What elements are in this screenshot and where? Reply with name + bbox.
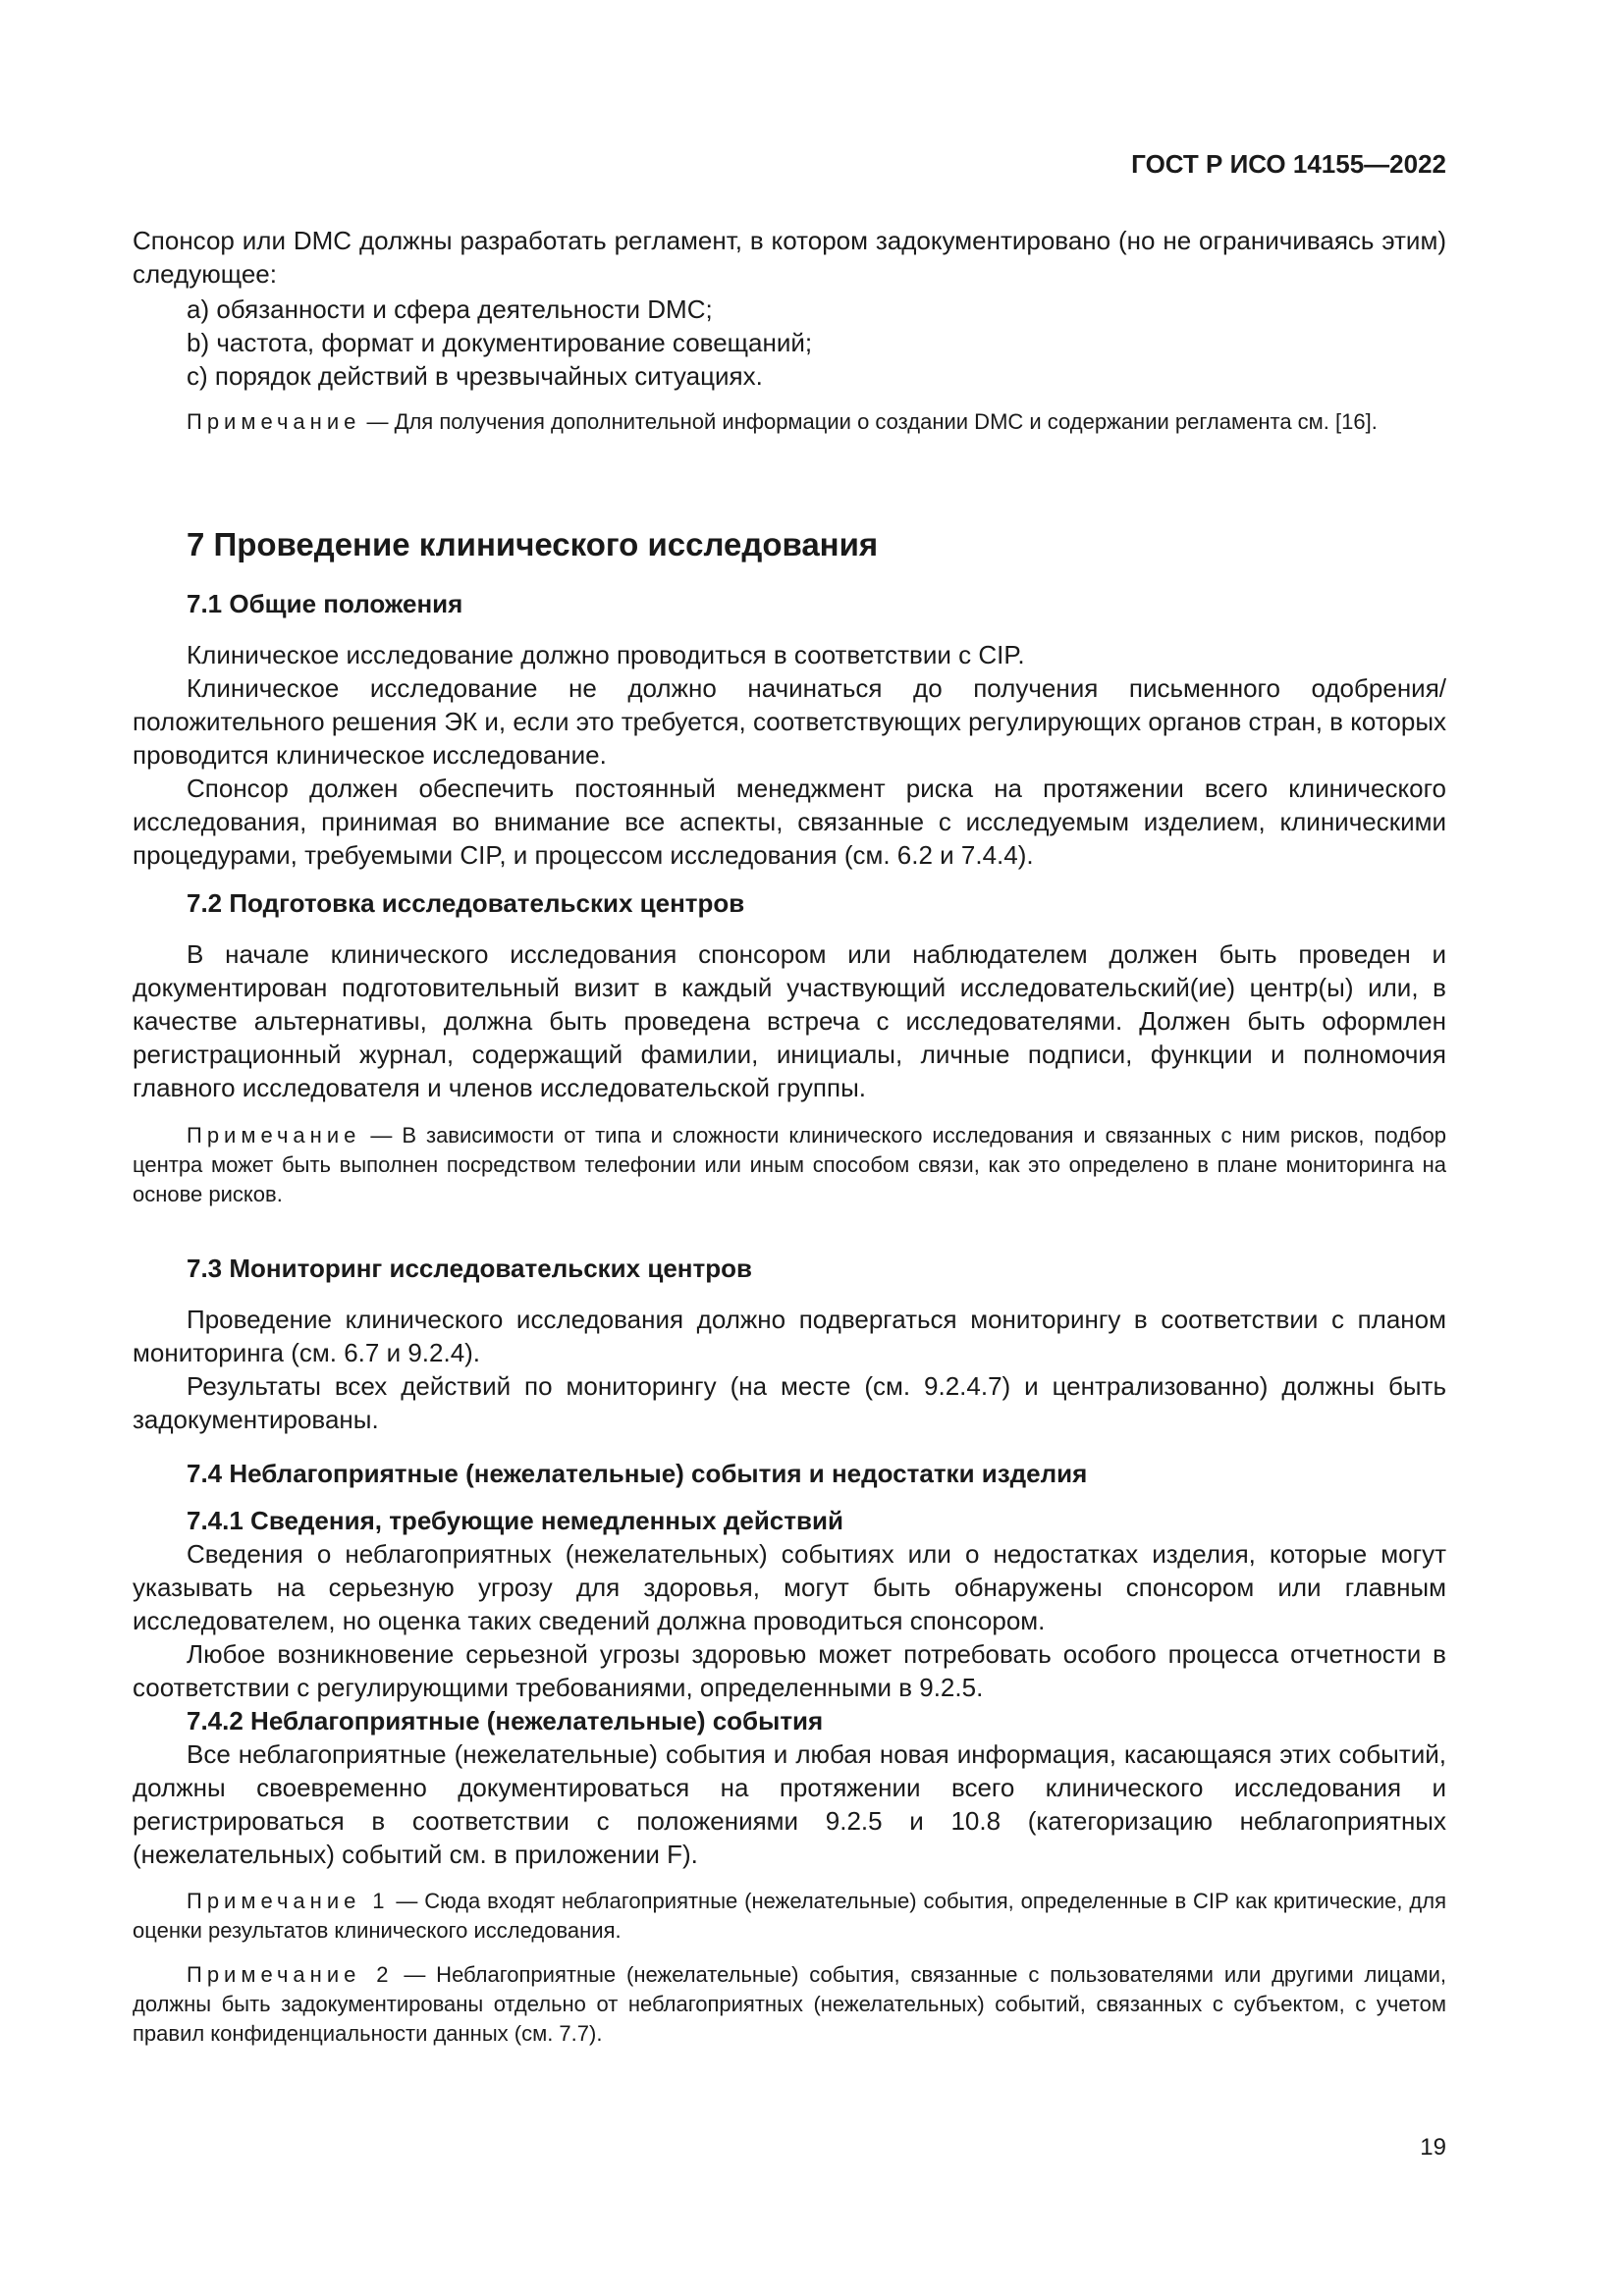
subsection-title: 7.1 Общие положения xyxy=(187,589,463,618)
subsection-7-4 xyxy=(133,1457,1446,1490)
list-item: a) обязанности и сфера деятельности DMC; xyxy=(187,294,713,324)
subsection-7-2-body xyxy=(133,937,1446,1104)
note-label: Примечание xyxy=(187,409,361,434)
intro-list xyxy=(133,293,1446,393)
paragraph: Сведения о неблагоприятных (нежелательных) событиях или о недостатках изделия, которые могут указывать на серьезную угрозу для здоровья, могут быть обнаружены спонсором или главным исследователем, но оценка таких сведений должна проводиться спонсором. xyxy=(133,1539,1446,1635)
paragraph: В начале клинического исследования спонсором или наблюдателем должен быть проведен и документирован подготовительный визит в каждый участвующий исследовательский(ие) центр(ы) или, в качестве альтернативы, должна быть проведена встреча с исследователями. Должен быть оформлен регистрационный журнал, содержащий фамилии, инициалы, личные подписи, функции и полномочия главного исследователя и членов исследовательской группы. xyxy=(133,939,1446,1102)
subsection-title: 7.2 Подготовка исследовательских центров xyxy=(187,888,745,918)
subsection-title: 7.4 Неблагоприятные (нежелательные) события и недостатки изделия xyxy=(187,1459,1088,1488)
note-paragraph: Примечание 2 — Неблагоприятные (нежелательные) события, связанные с пользователями или другими лицами, должны быть задокументированы отдельно от неблагоприятных (нежелательных) событий, связанных с субъектом, с учетом правил конфиденциальности данных (см. 7.7). xyxy=(133,1962,1447,2046)
subsection-7-4-2-note-2 xyxy=(133,1960,1446,2049)
paragraph: Все неблагоприятные (нежелательные) события и любая новая информация, касающаяся этих событий, должны своевременно документироваться на протяжении всего клинического исследования и регистрироваться в соответствии с положениями 9.2.5 и 10.8 (категоризацию неблагоприятных (нежелательных) событий см. в приложении F). xyxy=(133,1739,1446,1869)
subsection-7-1 xyxy=(133,587,1446,620)
subsection-title: 7.3 Мониторинг исследовательских центров xyxy=(187,1254,752,1283)
intro-block xyxy=(133,224,1446,291)
note-paragraph: Примечание — Для получения дополнительной информации о создании DMC и содержании регламента см. [16]. xyxy=(187,409,1378,434)
section-7 xyxy=(133,525,1446,564)
subsection-7-2-note xyxy=(133,1121,1446,1209)
note-label: Примечание 2 xyxy=(187,1962,394,1987)
note-paragraph: Примечание 1 — Сюда входят неблагоприятные (нежелательные) события, определенные в CIP как критические, для оценки результатов клинического исследования. xyxy=(133,1889,1447,1943)
subsection-7-3-body xyxy=(133,1303,1446,1436)
page-number: 19 xyxy=(1420,2134,1446,2161)
paragraph: Спонсор должен обеспечить постоянный менеджмент риска на протяжении всего клинического исследования, принимая во внимание все аспекты, связанные с исследуемым изделием, клиническими процедурами, требуемыми CIP, и процессом исследования (см. 6.2 и 7.4.4). xyxy=(133,774,1446,870)
subsection-7-4-1 xyxy=(133,1504,1446,1704)
subsection-7-4-2-note-1 xyxy=(133,1887,1446,1946)
subsection-7-1-body xyxy=(133,638,1446,872)
intro-paragraph: Спонсор или DMC должны разработать регламент, в котором задокументировано (но не ограничиваясь этим) следующее: xyxy=(133,226,1446,289)
paragraph: Любое возникновение серьезной угрозы здоровью может потребовать особого процесса отчетности в соответствии с регулирующими требованиями, определенными в 9.2.5. xyxy=(133,1639,1446,1702)
note-label: Примечание 1 xyxy=(187,1889,390,1913)
subsection-7-3 xyxy=(133,1252,1446,1285)
paragraph: Клиническое исследование должно проводиться в соответствии с CIP. xyxy=(187,640,1025,669)
section-title: 7 Проведение клинического исследования xyxy=(187,526,879,562)
paragraph: Клиническое исследование не должно начинаться до получения письменного одобрения/положительного решения ЭК и, если это требуется, соответствующих регулирующих органов стран, в которых проводится клиническое исследование. xyxy=(133,673,1446,770)
subsubsection-title: 7.4.2 Неблагоприятные (нежелательные) события xyxy=(187,1706,824,1735)
list-item: c) порядок действий в чрезвычайных ситуациях. xyxy=(187,361,763,391)
paragraph: Результаты всех действий по мониторингу (на месте (см. 9.2.4.7) и централизованно) должны быть задокументированы. xyxy=(133,1371,1446,1434)
note-label: Примечание xyxy=(187,1123,361,1148)
subsection-7-2 xyxy=(133,886,1446,920)
list-item: b) частота, формат и документирование совещаний; xyxy=(187,328,813,357)
document-header: ГОСТ Р ИСО 14155—2022 xyxy=(1131,149,1446,179)
intro-note xyxy=(133,407,1446,437)
paragraph: Проведение клинического исследования должно подвергаться мониторингу в соответствии с планом мониторинга (см. 6.7 и 9.2.4). xyxy=(133,1305,1446,1367)
subsubsection-title: 7.4.1 Сведения, требующие немедленных действий xyxy=(187,1506,843,1535)
note-paragraph: Примечание — В зависимости от типа и сложности клинического исследования и связанных с ним рисков, подбор центра может быть выполнен посредством телефонии или иным способом связи, как это определено в плане мониторинга на основе рисков. xyxy=(133,1123,1446,1206)
subsection-7-4-2 xyxy=(133,1704,1446,1871)
